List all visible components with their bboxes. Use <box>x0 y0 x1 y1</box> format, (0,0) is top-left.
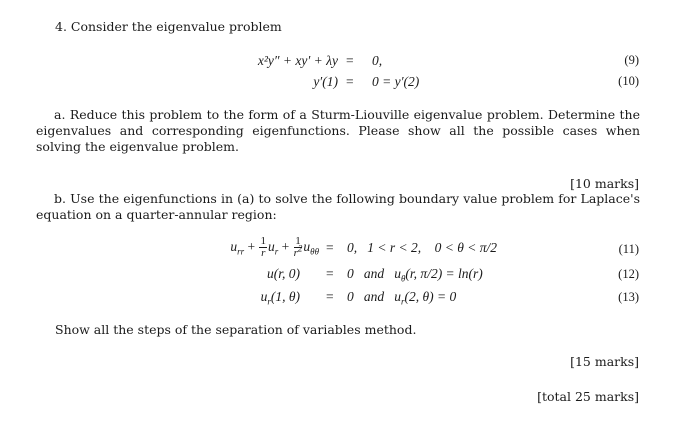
eq11-frac-1-r2: $\frac{1}{r^2}$ <box>293 235 303 260</box>
eq11-frac-1-r: $\frac{1}{r}$ <box>260 235 266 260</box>
eq11-sub-r: r <box>274 246 279 257</box>
eq13-equals: = <box>326 289 334 304</box>
eq13-number: (13) <box>618 290 639 304</box>
eq10-lhs: y′(1) <box>313 74 338 89</box>
marks-total: [total 25 marks] <box>537 389 639 404</box>
eq11-sub-rr: rr <box>237 246 245 257</box>
show-steps-text: Show all the steps of the separation of variables method. <box>55 322 417 337</box>
eq13-lhs: $u_r(1$, θ) <box>260 289 300 307</box>
eq11-sub-tt: θθ <box>310 246 319 257</box>
marks-a: [10 marks] <box>570 176 639 191</box>
eq9-equals: = <box>346 53 354 68</box>
eq9-lhs: x²y″ + xy′ + λy <box>257 53 338 68</box>
marks-b: [15 marks] <box>570 354 639 369</box>
eq13-rhs: 0 and $u_r(2$, θ) = 0 <box>347 289 457 307</box>
eq10-rhs: 0 = y′(2) <box>372 74 420 89</box>
eq11-utt: u <box>303 239 311 254</box>
eq9-rhs: 0, <box>372 53 383 68</box>
eq11-u: u <box>230 239 238 254</box>
eq11-rhs: 0, 1 < r < 2, 0 < θ < π/2 <box>347 240 497 255</box>
eq10-equals: = <box>346 74 354 89</box>
eq12-rhs: 0 and $u_\theta(r$, π/2) = ln(r) <box>347 266 483 284</box>
eq10-number: (10) <box>618 74 639 88</box>
eq12-equals: = <box>326 266 334 281</box>
eq12-number: (12) <box>618 267 639 281</box>
part-a-text: a. Reduce this problem to the form of a Sturm-Liouville eigenvalue problem. Determine the eigenvalues and corresponding eigenfunctions. Please show all the possible cases when solving the eigenvalue problem. <box>36 107 640 154</box>
eq12-lhs: u(r, 0) <box>267 266 300 281</box>
question-title: 4. Consider the eigenvalue problem <box>55 19 282 34</box>
eq11-equals: = <box>326 240 334 255</box>
eq9-number: (9) <box>624 53 639 67</box>
part-b-text: b. Use the eigenfunctions in (a) to solve the following boundary value problem for Laplace's equation on a quarter-annular region: <box>36 191 640 222</box>
eq11-ur: u <box>267 239 275 254</box>
eq11-lhs: $u_{rr}$ + $\frac{1}{r}$ $u_r$ + $\frac{1}{r^2}$ $u_{\theta\theta}$ <box>230 235 319 260</box>
eq11-number: (11) <box>618 242 639 256</box>
